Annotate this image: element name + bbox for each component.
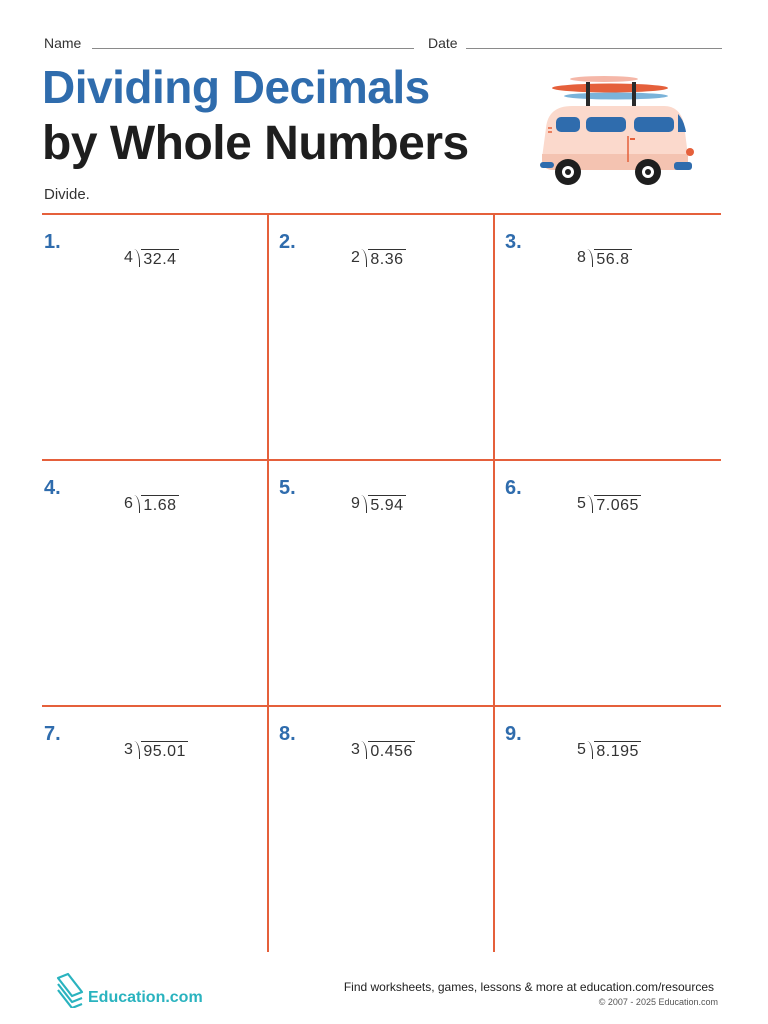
divisor: 9 (351, 495, 361, 512)
problem-number: 2. (279, 231, 296, 253)
division-bracket-icon (587, 495, 593, 513)
dividend: 5.94 (370, 497, 404, 514)
division-bracket-icon (587, 741, 593, 759)
dividend: 56.8 (596, 251, 630, 268)
problem-cell-1[interactable] (42, 215, 268, 461)
problem-cell-8[interactable] (269, 707, 495, 953)
problem-number: 6. (505, 477, 522, 499)
problem-cell-7[interactable] (42, 707, 268, 953)
divisor: 8 (577, 249, 587, 266)
problem-number: 3. (505, 231, 522, 253)
divisor: 3 (351, 741, 361, 758)
title-line-2: by Whole Numbers (42, 117, 469, 170)
problem-cell-3[interactable] (495, 215, 721, 461)
problem-cell-9[interactable] (495, 707, 721, 953)
division-bracket-icon (361, 249, 367, 267)
division-bracket-icon (361, 495, 367, 513)
long-division-problem (124, 249, 179, 269)
dividend: 7.065 (596, 497, 639, 514)
name-line[interactable] (92, 48, 414, 49)
divisor: 5 (577, 741, 587, 758)
surfboard-bottom-icon (564, 93, 668, 100)
dividend: 8.36 (370, 251, 404, 268)
name-label: Name (44, 35, 82, 51)
date-label: Date (428, 35, 458, 51)
long-division-problem (124, 741, 188, 761)
problem-number: 7. (44, 723, 61, 745)
division-bracket-icon (361, 741, 367, 759)
divisor: 2 (351, 249, 361, 266)
long-division-problem (577, 249, 632, 269)
long-division-problem (351, 741, 415, 761)
problem-number: 4. (44, 477, 61, 499)
long-division-problem (351, 495, 406, 515)
problem-number: 1. (44, 231, 61, 253)
problem-cell-6[interactable] (495, 461, 721, 707)
surfboard-top-icon (552, 84, 668, 93)
title-line-1: Dividing Decimals (42, 61, 430, 113)
footer-tagline[interactable]: Find worksheets, games, lessons & more at education.com/resources (343, 980, 714, 994)
problem-number: 9. (505, 723, 522, 745)
surfboard-back-icon (570, 76, 638, 82)
divisor: 6 (124, 495, 134, 512)
dividend: 32.4 (143, 251, 177, 268)
problem-number: 8. (279, 723, 296, 745)
division-bracket-icon (134, 495, 140, 513)
dividend: 1.68 (143, 497, 177, 514)
dividend: 8.195 (596, 743, 639, 760)
dividend: 95.01 (143, 743, 186, 760)
divisor: 5 (577, 495, 587, 512)
division-bracket-icon (134, 741, 140, 759)
long-division-problem (124, 495, 179, 515)
long-division-problem (577, 495, 641, 515)
instruction-text: Divide. (44, 186, 90, 203)
problem-cell-4[interactable] (42, 461, 268, 707)
date-line[interactable] (466, 48, 722, 49)
problem-cell-5[interactable] (269, 461, 495, 707)
long-division-problem (577, 741, 641, 761)
divisor: 4 (124, 249, 134, 266)
dividend: 0.456 (370, 743, 413, 760)
brand-name[interactable]: Education.com (88, 989, 203, 1006)
camper-van-icon (536, 72, 698, 190)
division-bracket-icon (134, 249, 140, 267)
education-logo-icon[interactable] (54, 972, 86, 1008)
long-division-problem (351, 249, 406, 269)
division-bracket-icon (587, 249, 593, 267)
problem-number: 5. (279, 477, 296, 499)
divisor: 3 (124, 741, 134, 758)
problem-cell-2[interactable] (269, 215, 495, 461)
copyright-text: © 2007 - 2025 Education.com (598, 997, 718, 1007)
